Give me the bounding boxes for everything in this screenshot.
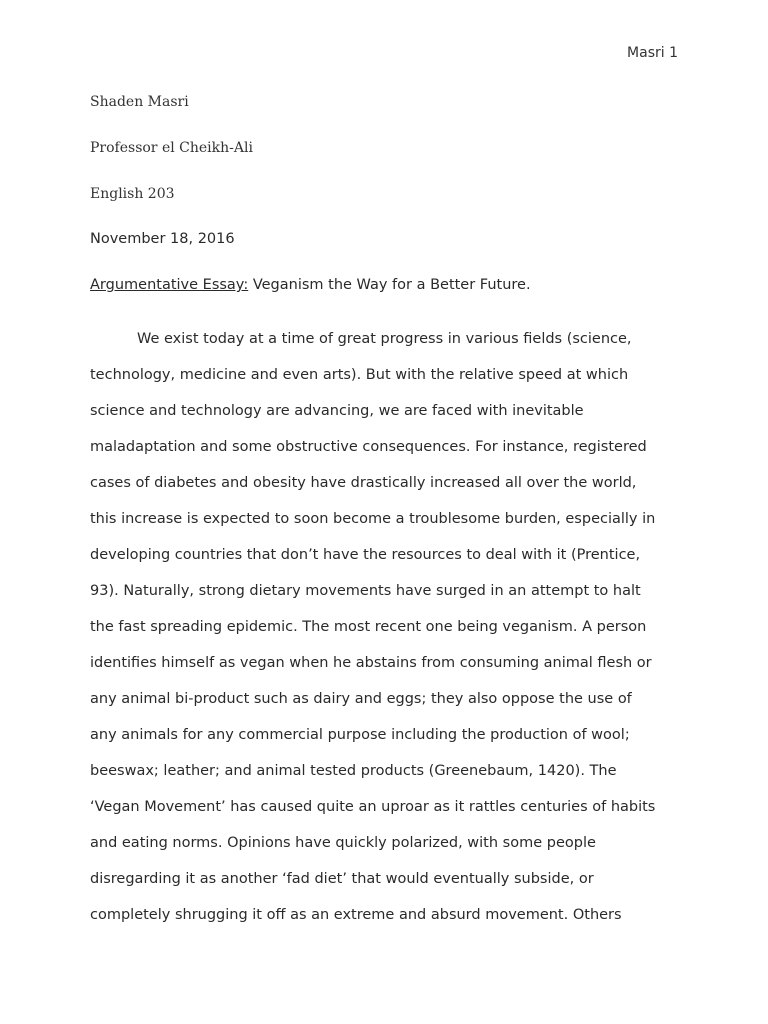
body-line: technology, medicine and even arts). But with the relative speed at which <box>90 367 629 383</box>
body-line: science and technology are advancing, we are faced with inevitable <box>90 403 584 419</box>
essay-date: November 18, 2016 <box>90 231 235 247</box>
body-line: any animals for any commercial purpose including the production of wool; <box>90 727 630 743</box>
essay-body-paragraph <box>90 321 690 933</box>
body-line: We exist today at a time of great progress in various fields (science, <box>137 331 632 347</box>
body-line: the fast spreading epidemic. The most recent one being veganism. A person <box>90 619 647 635</box>
essay-title-text: Veganism the Way for a Better Future. <box>248 277 531 293</box>
body-line: developing countries that don’t have the resources to deal with it (Prentice, <box>90 547 641 563</box>
essay-title-label: Argumentative Essay: <box>90 277 249 293</box>
body-line: disregarding it as another ‘fad diet’ that would eventually subside, or <box>90 871 594 887</box>
page-header-number: Masri 1 <box>627 45 678 61</box>
body-line: identifies himself as vegan when he abstains from consuming animal flesh or <box>90 655 652 671</box>
body-line: cases of diabetes and obesity have drastically increased all over the world, <box>90 475 637 491</box>
course-name: English 203 <box>90 186 175 202</box>
body-line: 93). Naturally, strong dietary movements have surged in an attempt to halt <box>90 583 641 599</box>
body-line: any animal bi-product such as dairy and eggs; they also oppose the use of <box>90 691 632 707</box>
body-line: completely shrugging it off as an extreme and absurd movement. Others <box>90 907 622 923</box>
essay-title <box>90 277 531 293</box>
student-name: Shaden Masri <box>90 94 189 110</box>
body-line: this increase is expected to soon become a troublesome burden, especially in <box>90 511 656 527</box>
body-line: and eating norms. Opinions have quickly polarized, with some people <box>90 835 596 851</box>
body-line: beeswax; leather; and animal tested products (Greenebaum, 1420). The <box>90 763 617 779</box>
body-line: maladaptation and some obstructive consequences. For instance, registered <box>90 439 647 455</box>
professor-name: Professor el Cheikh-Ali <box>90 140 253 156</box>
body-line: ‘Vegan Movement’ has caused quite an uproar as it rattles centuries of habits <box>90 799 656 815</box>
